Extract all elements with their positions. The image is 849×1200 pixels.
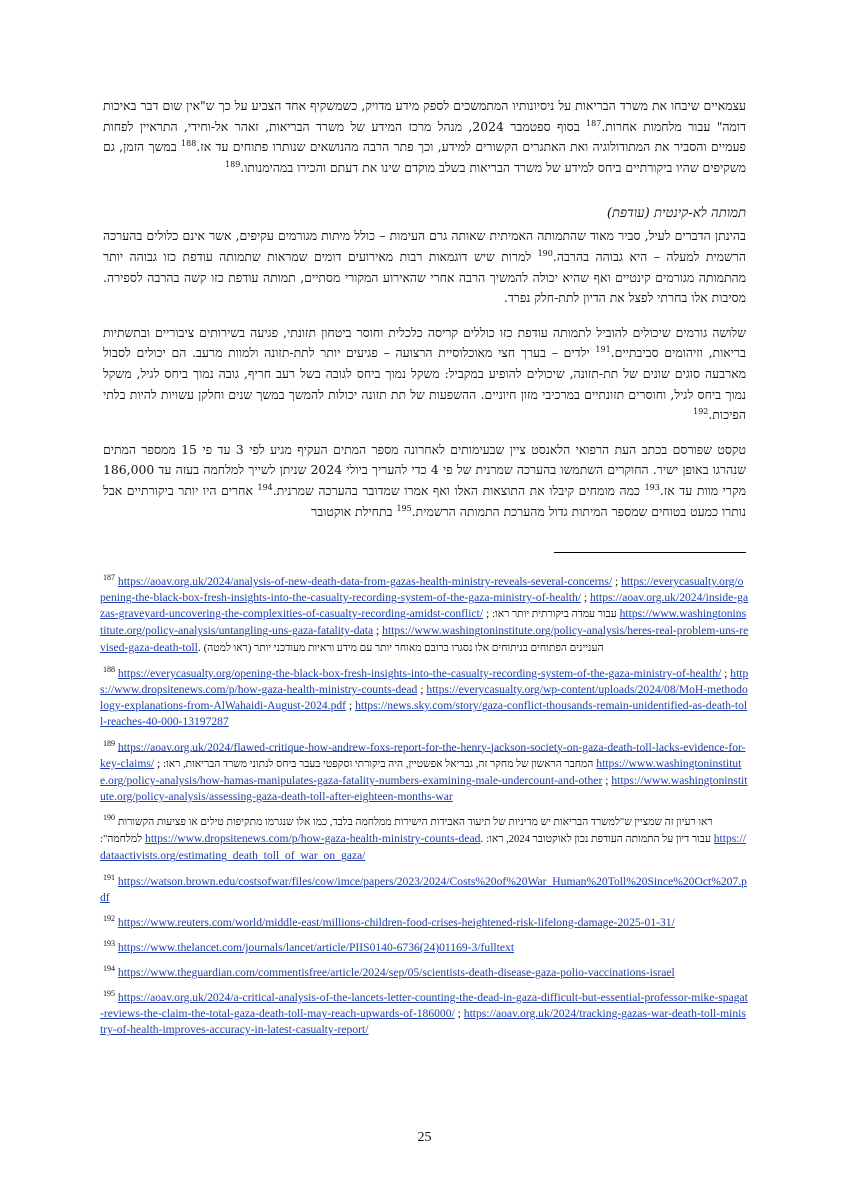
body-text [103,96,746,536]
footnote-note: ראו רעיון זה שמציין ש"למשרד הבריאות יש מדיניות של תיעוד האבידות הישירות ממלחמה בלבד, כמו אלו שנגרמו מתקיפות טילים או פציעות הקשורות למלחמה": [100,817,713,846]
footnote-187: $^{187}$ https://aoav.org.uk/2024/analysis-of-new-death-data-from-gazas-health-ministry-reveals-several-concerns/ ; https://everycasualty.org/opening-the-black-box-fresh-insights-into-the-casualty-recording-system-of-the-gaza-ministry-of-health/ ; https://aoav.org.uk/2024/inside-gazas-graveyard-uncovering-the-complexities-of-casualty-recording-amidst-conflict/ ; עבור עמדה ביקורתית יותר ראו: https://www.washingtoninstitute.org/policy-analysis/untangling-uns-gaza-fatality-data ; https://www.washingtoninstitute.org/policy-analysis/heres-real-problem-uns-revised-gaza-death-toll. העניינים הפתוחים בניתוחים אלו נסגרו ברובם מאוחר יותר עם מידע וראיות מעודכני יותר (ראו למטה) [100,573,749,654]
footnote-number: 195 [103,989,115,999]
footnote-number: 190 [103,813,115,823]
text-run: טקסט שפורסם בכתב העת הרפואי הלאנסט ציין שבעימותים לאחרונה מספר המתים העקיף מגיע לפי 3 עד פי 15 ממספר המתים שנהרגו באופן ישיר. החוקרים השתמשו בהערכה שמרנית של פי 4 כדי להעריך ביולי 2024 שניתן לשייך למלחמה בעזה עד 186,000 מקרי מוות עד אז. [103,441,747,498]
footnote-188: $^{188}$ https://everycasualty.org/opening-the-black-box-fresh-insights-into-the-casualty-recording-system-of-the-gaza-ministry-of-health/ ; https://www.dropsitenews.com/p/how-gaza-health-ministry-counts-dead ; https://everycasualty.org/wp-content/uploads/2024/08/MoH-methodology-explanations-from-AlWahaidi-August-2024.pdf ; https://news.sky.com/story/gaza-conflict-thousands-remain-unidentified-as-death-toll-reaches-40-000-13197287 [100,664,749,729]
footnote-number: 187 [103,573,115,582]
text-run: ילדים – בערך חצי מאוכלוסיית הרצועה – פגיעים יותר לתת-תזונה ולמוות מרעב. הם יכולים לסבול מארבעה סוגים שונים של תת-תזונה, שיכולים להופיע במקביל: משקל נמוך ביחס לגובה בשל רעב חריף, גובה נמוך ביחס לגיל, משקל נמוך ביחס לגיל, וחוסרים תזונתיים במרכיבי מזון חיוניים. ההשפעות של תת תזונה יכולות להמשך במשך שנים וחלקן עשויות להיות בלתי הפיכות. [103,345,746,423]
footnote-192 [100,911,749,931]
footnote-ref[interactable]: 195 [396,503,412,513]
footnote-194 [100,961,749,981]
text-run: למרות שיש דוגמאות רבות מאירועים דומים שמראות שתמותה עודפת כזו גבוהה יותר מהתמותה מגורמים קינטיים ואף שהיא יכולה להמשיך הרבה אחרי שהאירוע המקורי מסתיים, תמותה עודפת כזו קשה בהרבה לספירה. מסיבות אלו בחרתי לפצל את הדיון לתת-חלק נפרד. [103,248,746,306]
footnote-191 [100,870,749,906]
footnote-189: $^{189}$ https://aoav.org.uk/2024/flawed-critique-how-andrew-foxs-report-for-the-henry-jackson-society-on-gaza-death-toll-lacks-evidence-for-key-claims/ ; המחבר הראשון של מחקר זה, גבריאל אפשטיין, היה ביקורתי וסקפטי בעבר ביחס לנתוני משרד הבריאות, ראו: https://www.washingtoninstitute.org/policy-analysis/how-hamas-manipulates-gaza-fatality-numbers-examining-male-undercount-and-other ; https://www.washingtoninstitute.org/policy-analysis/assessing-gaza-death-toll-after-eighteen-months-war [100,738,748,804]
footnote-note: עבור עמדה ביקורתית יותר ראו: [492,609,617,621]
footnote-note: המחבר הראשון של מחקר זה, גבריאל אפשטיין, היה ביקורתי וסקפטי בעבר ביחס לנתוני משרד הבריאות, ראו: [163,758,594,770]
text-run: במשך הזמן, גם משקיפים שהיו ביקורתיים ביחס למידע של משרד הבריאות בשלב מוקדם שינו את דעתם והכירו במהימנותו. [103,139,746,175]
text-run: שלושה גורמים שיכולים להוביל לתמותה עודפת כזו כוללים קריסה כלכלית וחוסר ביטחון תזונתי, פגיעה בשירותים ציבוריים ובתשתיות בריאות, וזיהומים סביבתיים. [103,324,746,361]
text-run: בהינתן הדברים לעיל, סביר מאוד שהתמותה האמיתית שאותה גרם העימות – כולל מיתות מגורמים עקיפים, אשר אינם כלולים בהערכה הרשמית למעלה – היא גבוהה בהרבה. [103,228,746,264]
footnote-link[interactable]: https://www.washingtoninstitute.org/policy-analysis/untangling-uns-gaza-fatality-data [100,607,747,638]
text-run: בסוף ספטמבר 2024, מנהל מרכז המידע של משרד הבריאות, זאהר אל-וחידי, התראיין לפחות פעמיים והסביר את המתודולוגיה ואת האתגרים הקשורים למידע, וכך פתר הרבה מהנושאים שנותרו פתוחים עד אז. [103,118,746,155]
footnote-ref[interactable]: 188 [181,139,197,149]
footnote-link[interactable]: https://everycasualty.org/wp-content/uploads/2024/08/MoH-methodology-explanations-from-AlWahaidi-August-2024.pdf [100,682,748,713]
footnote-ref[interactable]: 189 [225,159,241,169]
paragraph-4 [103,440,746,522]
footnote-number: 188 [103,664,115,674]
footnote-link[interactable]: https://aoav.org.uk/2024/inside-gazas-graveyard-uncovering-the-complexities-of-casualty-recording-amidst-conflict/ [100,591,749,621]
footnote-link[interactable]: https://www.dropsitenews.com/p/how-gaza-health-ministry-counts-dead [145,832,481,846]
footnote-193 [100,936,749,956]
footnote-link[interactable]: https://www.reuters.com/world/middle-east/millions-children-food-crises-heightened-risk-lifelong-damage-2025-01-31/ [117,915,675,929]
footnote-ref[interactable]: 190 [537,248,553,258]
text-run: בתחילת אוקטובר [311,503,397,519]
footnote-link[interactable]: https://aoav.org.uk/2024/flawed-critique-how-andrew-foxs-report-for-the-henry-jackson-society-on-gaza-death-toll-lacks-evidence-for-key-claims/ [100,740,746,770]
footnote-190: $^{190}$ ראו רעיון זה שמציין ש"למשרד הבריאות יש מדיניות של תיעוד האבידות הישירות ממלחמה בלבד, כמו אלו שנגרמו מתקיפות טילים או פציעות הקשורות למלחמה": https://www.dropsitenews.com/p/how-gaza-health-ministry-counts-dead. עבור דיון על התמותה העודפת נכון לאוקטובר 2024, ראו: https://dataactivists.org/estimating_death_toll_of_war_on_gaza/ [100,813,746,863]
footnote-195: $^{195}$ https://aoav.org.uk/2024/a-critical-analysis-of-the-lancets-letter-counting-the-dead-in-gaza-difficult-but-essential-professor-mike-spagat-reviews-the-claim-the-total-gaza-death-toll-may-reach-upwards-of-186000/ ; https://aoav.org.uk/2024/tracking-gazas-war-death-toll-ministry-of-health-improves-accuracy-in-latest-casualty-report/ [100,989,748,1037]
footnote-ref[interactable]: 192 [693,407,709,416]
page-number: 25 [417,1130,432,1145]
text-run: אחרים היו יותר ביקורתיים אבל נותרו כמעט בטוחים שמספר המיתות גדול מהערכת התמותה הרשמית. [103,482,746,519]
footnote-number: 194 [103,964,115,974]
footnote-ref[interactable]: 191 [595,345,611,355]
footnote-ref[interactable]: 187 [586,118,602,128]
section-heading: תמותה לא-קינטית (עודפת) [606,206,746,222]
footnote-note: העניינים הפתוחים בניתוחים אלו נסגרו ברובם מאוחר יותר עם מידע וראיות מעודכני יותר (ראו למטה) [203,642,604,654]
footnote-link[interactable]: https://watson.brown.edu/costsofwar/files/cow/imce/papers/2023/2024/Costs%20of%20War_Human%20Toll%20Since%20Oct%207.pdf [100,874,747,904]
footnote-link[interactable]: https://www.dropsitenews.com/p/how-gaza-health-ministry-counts-dead [100,666,749,696]
footnote-link[interactable]: https://everycasualty.org/opening-the-black-box-fresh-insights-into-the-casualty-recording-system-of-the-gaza-ministry-of-health/ [100,574,744,605]
footnote-number: 189 [103,738,115,748]
footnote-link[interactable]: https://aoav.org.uk/2024/tracking-gazas-war-death-toll-ministry-of-health-improves-accuracy-in-latest-casualty-report/ [100,1007,746,1037]
footnote-link[interactable]: https://www.washingtoninstitute.org/policy-analysis/heres-real-problem-uns-revised-gaza-death-toll [100,624,749,654]
footnote-link[interactable]: https://aoav.org.uk/2024/a-critical-analysis-of-the-lancets-letter-counting-the-dead-in-gaza-difficult-but-essential-professor-mike-spagat-reviews-the-claim-the-total-gaza-death-toll-may-reach-upwards-of-186000/ [100,991,748,1021]
text-run: כמה מומחים קיבלו את התוצאות האלו ואף אמרו שמדובר בהערכה שמרנית. [272,482,645,498]
footnote-link[interactable]: https://everycasualty.org/opening-the-black-box-fresh-insights-into-the-casualty-recording-system-of-the-gaza-ministry-of-health/ [117,666,722,680]
footnote-link[interactable]: https://www.washingtoninstitute.org/policy-analysis/assessing-gaza-death-toll-after-eighteen-months-war [100,773,748,804]
footnote-note: עבור דיון על התמותה העודפת נכון לאוקטובר 2024, ראו: [486,834,711,846]
footnote-separator [554,552,746,553]
footnote-link[interactable]: https://aoav.org.uk/2024/analysis-of-new-death-data-from-gazas-health-ministry-reveals-several-concerns/ [117,574,613,588]
footnote-link[interactable]: https://www.thelancet.com/journals/lancet/article/PIIS0140-6736(24)01169-3/fulltext [117,940,515,954]
footnote-ref[interactable]: 194 [257,482,273,492]
footnote-link[interactable]: https://www.washingtoninstitute.org/policy-analysis/how-hamas-manipulates-gaza-fatality-numbers-examining-male-undercount-and-other [100,756,742,787]
footnote-link[interactable]: https://dataactivists.org/estimating_death_toll_of_war_on_gaza/ [100,832,746,863]
paragraph-1 [103,96,746,178]
footnote-number: 192 [103,913,115,923]
paragraph-2 [103,226,746,308]
text-run: עצמאיים שיבחו את משרד הבריאות על ניסיונותיו המתמשכים לספק מידע מדויק, כשמשקיף אחד הצביע על כך ש"אין שום דבר באיכות דומה" עבור מלחמות אחרות. [103,98,746,134]
footnote-ref[interactable]: 193 [644,482,660,492]
footnotes [100,570,749,1044]
footnote-number: 193 [103,939,115,949]
footnote-link[interactable]: https://www.theguardian.com/commentisfree/article/2024/sep/05/scientists-death-disease-gaza-polio-vaccinations-israel [117,965,675,979]
footnote-number: 191 [103,872,115,882]
footnote-link[interactable]: https://news.sky.com/story/gaza-conflict-thousands-remain-unidentified-as-death-toll-reaches-40-000-13197287 [100,699,748,729]
paragraph-3 [103,323,746,426]
